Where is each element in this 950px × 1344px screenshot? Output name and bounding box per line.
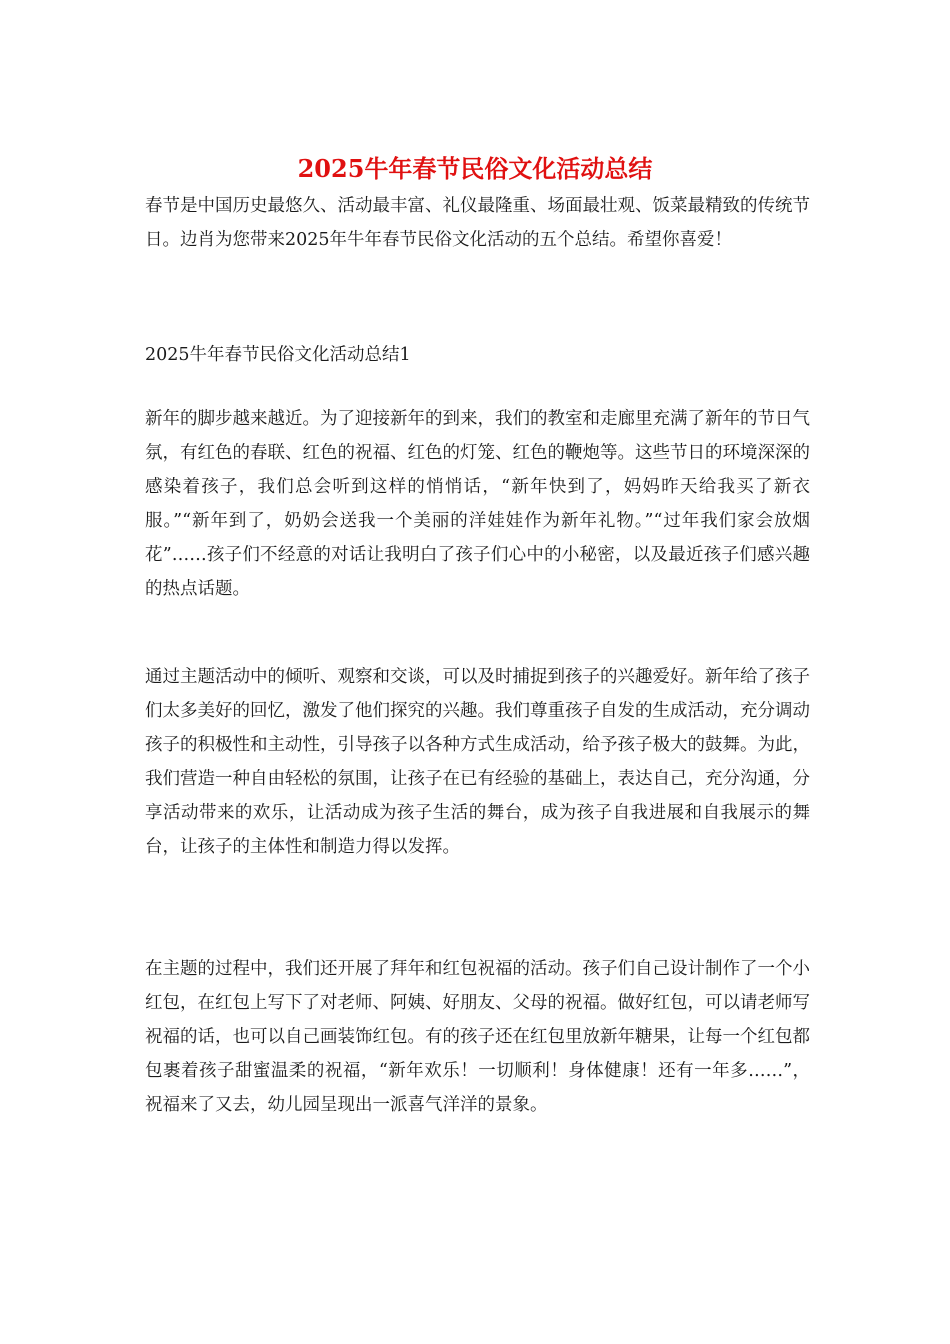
- section-heading: 2025牛年春节民俗文化活动总结1: [145, 345, 411, 365]
- document-title: 2025牛年春节民俗文化活动总结: [297, 154, 653, 183]
- intro-paragraph: 春节是中国历史最悠久、活动最丰富、礼仪最隆重、场面最壮观、饭菜最精致的传统节日。边肖为您带来2025年牛年春节民俗文化活动的五个总结。希望你喜爱！: [145, 196, 810, 250]
- body-paragraph-1: 新年的脚步越来越近。为了迎接新年的到来，我们的教室和走廊里充满了新年的节日气氛，有红色的春联、红色的祝福、红色的灯笼、红色的鞭炮等。这些节日的环境深深的感染着孩子，我们总会听到这样的悄悄话，“新年快到了，妈妈昨天给我买了新衣服。”“新年到了，奶奶会送我一个美丽的洋娃娃作为新年礼物。”“过年我们家会放烟花”……孩子们不经意的对话让我明白了孩子们心中的小秘密，以及最近孩子们感兴趣的热点话题。: [145, 409, 810, 599]
- body-paragraph-3: 在主题的过程中，我们还开展了拜年和红包祝福的活动。孩子们自己设计制作了一个小红包，在红包上写下了对老师、阿姨、好朋友、父母的祝福。做好红包，可以请老师写祝福的话，也可以自己画装饰红包。有的孩子还在红包里放新年糖果，让每一个红包都包裹着孩子甜蜜温柔的祝福，“新年欢乐！一切顺利！身体健康！还有一年多……”，祝福来了又去，幼儿园呈现出一派喜气洋洋的景象。: [145, 959, 810, 1115]
- body-paragraph-2: 通过主题活动中的倾听、观察和交谈，可以及时捕捉到孩子的兴趣爱好。新年给了孩子们太多美好的回忆，激发了他们探究的兴趣。我们尊重孩子自发的生成活动，充分调动孩子的积极性和主动性，引导孩子以各种方式生成活动，给予孩子极大的鼓舞。为此，我们营造一种自由轻松的氛围，让孩子在已有经验的基础上，表达自己，充分沟通，分享活动带来的欢乐，让活动成为孩子生活的舞台，成为孩子自我进展和自我展示的舞台，让孩子的主体性和制造力得以发挥。: [145, 667, 810, 857]
